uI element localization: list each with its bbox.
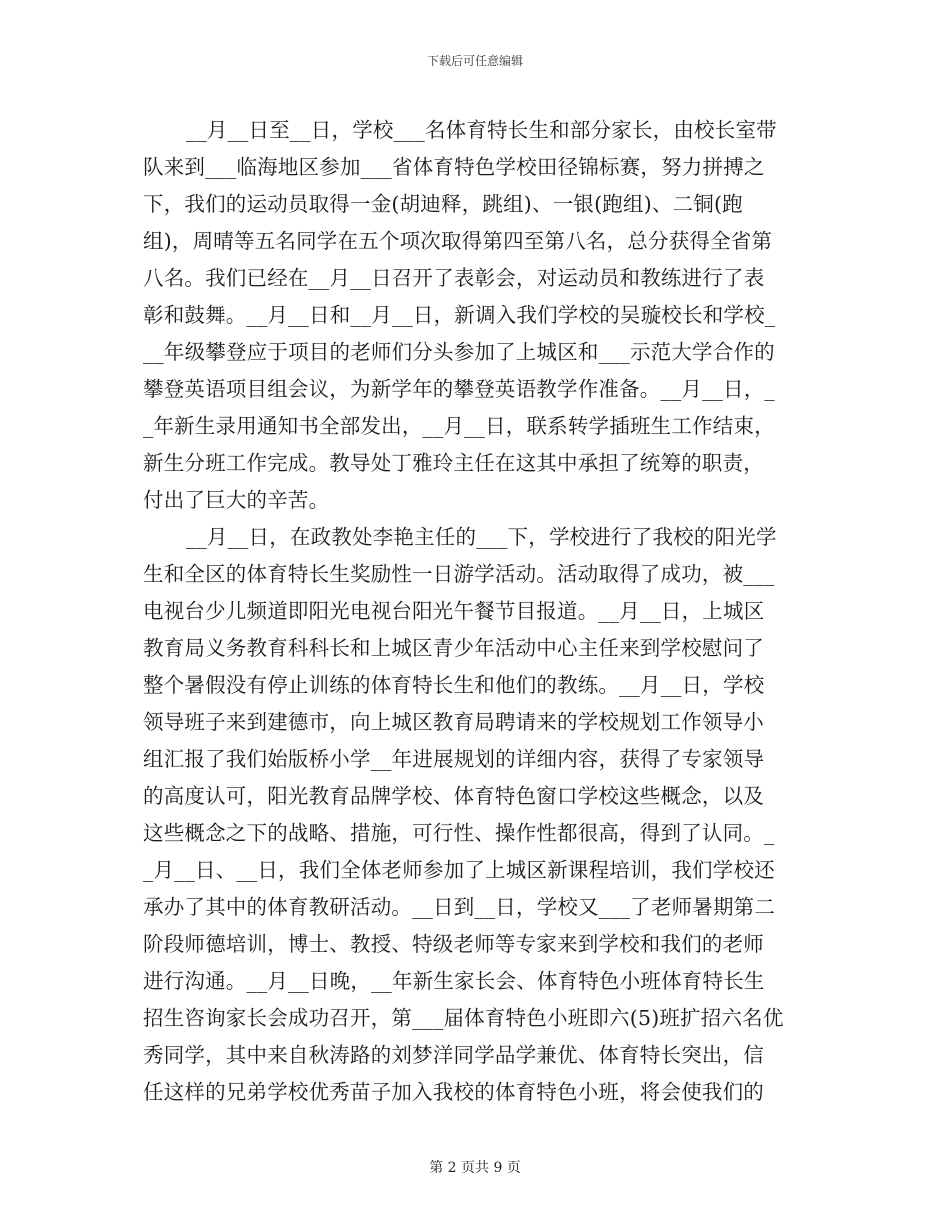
text-line: 这些概念之下的战略、措施，可行性、操作性都很高，得到了认同。_ (143, 821, 775, 845)
text-line: __月__日至__日，学校___名体育特长生和部分家长，由校长室带 (186, 118, 777, 142)
text-line: 领导班子来到建德市，向上城区教育局聘请来的学校规划工作领导小 (143, 710, 764, 734)
text-line: 付出了巨大的辛苦。 (143, 488, 330, 512)
text-line: 生和全区的体育特长生奖励性一日游学活动。活动取得了成功，被___ (143, 562, 775, 586)
text-line: 招生咨询家长会成功召开，第___届体育特色小班即六(5)班扩招六名优 (143, 1006, 784, 1030)
text-line: 八名。我们已经在__月__日召开了表彰会，对运动员和教练进行了表 (143, 266, 765, 290)
text-line: 秀同学，其中来自秋涛路的刘梦洋同学品学兼优、体育特长突出，信 (143, 1043, 764, 1067)
text-line: 彰和鼓舞。__月__日和__月__日，新调入我们学校的吴璇校长和学校_ (143, 303, 776, 327)
text-line: 攀登英语项目组会议，为新学年的攀登英语教学作准备。__月__日，_ (143, 377, 775, 401)
page-header: 下载后可任意编辑 (426, 54, 523, 68)
page-footer: 第 2 页共 9 页 (429, 1160, 521, 1176)
text-line: 组汇报了我们始版桥小学__年进展规划的详细内容，获得了专家领导 (143, 747, 765, 771)
text-line: __年级攀登应于项目的老师们分头参加了上城区和___示范大学合作的 (143, 340, 775, 364)
text-line: 队来到___临海地区参加___省体育特色学校田径锦标赛，努力拼搏之 (143, 155, 765, 179)
text-line: __月__日，在政教处李艳主任的___下，学校进行了我校的阳光学 (186, 525, 777, 549)
text-line: _月__日、__日，我们全体老师参加了上城区新课程培训，我们学校还 (143, 858, 775, 882)
text-line: _年新生录用通知书全部发出，__月__日，联系转学插班生工作结束， (143, 414, 775, 438)
text-line: 新生分班工作完成。教导处丁雅玲主任在这其中承担了统筹的职责， (143, 451, 764, 475)
text-line: 进行沟通。__月__日晚，__年新生家长会、体育特色小班体育特长生 (143, 969, 765, 993)
text-line: 电视台少儿频道即阳光电视台阳光午餐节目报道。__月__日，上城区 (143, 599, 765, 623)
text-line: 下，我们的运动员取得一金(胡迪释，跳组)、一银(跑组)、二铜(跑 (143, 192, 743, 216)
text-line: 阶段师德培训，博士、教授、特级老师等专家来到学校和我们的老师 (143, 932, 764, 956)
text-line: 组)，周晴等五名同学在五个项次取得第四至第八名，总分获得全省第 (143, 229, 773, 253)
text-line: 的高度认可，阳光教育品牌学校、体育特色窗口学校这些概念，以及 (143, 784, 764, 808)
text-line: 承办了其中的体育教研活动。__日到__日，学校又___了老师暑期第二 (143, 895, 776, 919)
text-line: 整个暑假没有停止训练的体育特长生和他们的教练。__月__日，学校 (143, 673, 765, 697)
text-line: 任这样的兄弟学校优秀苗子加入我校的体育特色小班，将会使我们的 (143, 1080, 764, 1104)
text-line: 教育局义务教育科科长和上城区青少年活动中心主任来到学校慰问了 (143, 636, 764, 660)
